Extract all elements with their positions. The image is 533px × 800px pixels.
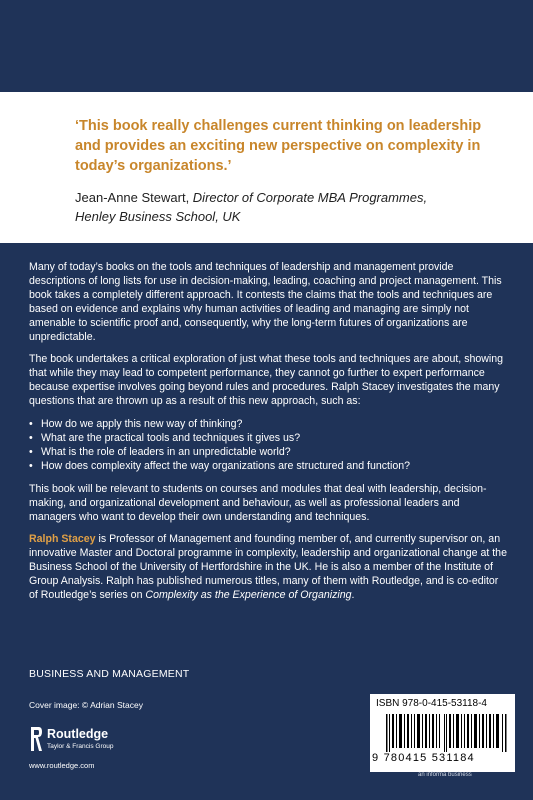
- author-name: Ralph Stacey: [29, 533, 96, 546]
- publisher-logo: [29, 725, 119, 757]
- publisher-tagline: an informa business: [418, 772, 472, 778]
- series-title: Complexity as the Experience of Organizing: [145, 589, 352, 602]
- list-item: • What are the practical tools and techniques it gives us?: [29, 432, 509, 446]
- endorser-affiliation: Henley Business School, UK: [75, 209, 241, 224]
- list-item: • How does complexity affect the way organizations are structured and function?: [29, 460, 509, 474]
- routledge-logo-icon: [29, 725, 43, 753]
- bio-end: .: [351, 589, 355, 602]
- cover-credit: Cover image: © Adrian Stacey: [29, 700, 143, 710]
- blurb-paragraph-3: This book will be relevant to students on courses and modules that deal with leadership, decision-making, and organizational development and behaviour, as well as professional leaders and managers who want to develop their own understanding and techniques.: [29, 482, 487, 523]
- author-bio-text: is Professor of Management and founding member of, and currently supervisor on, an innovative Master and Doctoral programme in complexity, leadership and organizational change at the Business School of the University of Hertfordshire in the UK. He is also a member of the Institute of Group Analysis. Ralph has published numerous titles, many of them with Routledge, and is co-editor of Routledge’s series on: [29, 533, 507, 602]
- endorsement-quote: ‘This book really challenges current thinking on leadership and provides an exciting new perspective on complexity in today’s organizations.’: [75, 118, 482, 174]
- blurb-paragraph-2: The book undertakes a critical exploration of just what these tools and techniques are about, showing that while they may lead to competent performance, they cannot go further to expert performance because expertise involves going beyond rules and procedures. Ralph Stacey investigates the many questions that are thrown up as a result of this new approach, such as:: [29, 353, 504, 408]
- endorser-name: Jean-Anne Stewart,: [75, 190, 193, 205]
- endorsement-attribution: [75, 188, 503, 226]
- subject-category: BUSINESS AND MANAGEMENT: [29, 668, 190, 680]
- endorser-role: Director of Corporate MBA Programmes,: [192, 190, 428, 205]
- isbn-barcode-box: [370, 694, 515, 772]
- author-bio: [29, 533, 509, 603]
- isbn-label: ISBN 978-0-415-53118-4: [376, 698, 487, 709]
- blurb-paragraph-1: Many of today’s books on the tools and techniques of leadership and management provide descriptions of long lists for use in decision-making, leading, coaching and project management. This book takes a completely different approach. It contests the claims that the tools and techniques are based on evidence and explains why human activities of leading and managing are simply not amenable to scientific proof and, consequently, why the long-term futures of organizations are unpredictable.: [29, 261, 502, 343]
- publisher-group: Taylor & Francis Group: [47, 743, 114, 750]
- barcode-digits: 9 780415 531184: [372, 752, 475, 764]
- list-item: • What is the role of leaders in an unpredictable world?: [29, 446, 509, 460]
- blurb: [29, 261, 509, 612]
- question-list: [29, 418, 509, 474]
- barcode-icon: [386, 714, 508, 752]
- publisher-website: www.routledge.com: [29, 761, 95, 770]
- publisher-name: Routledge: [47, 727, 109, 741]
- endorsement-box: [0, 92, 533, 243]
- list-item: • How do we apply this new way of thinking?: [29, 418, 509, 432]
